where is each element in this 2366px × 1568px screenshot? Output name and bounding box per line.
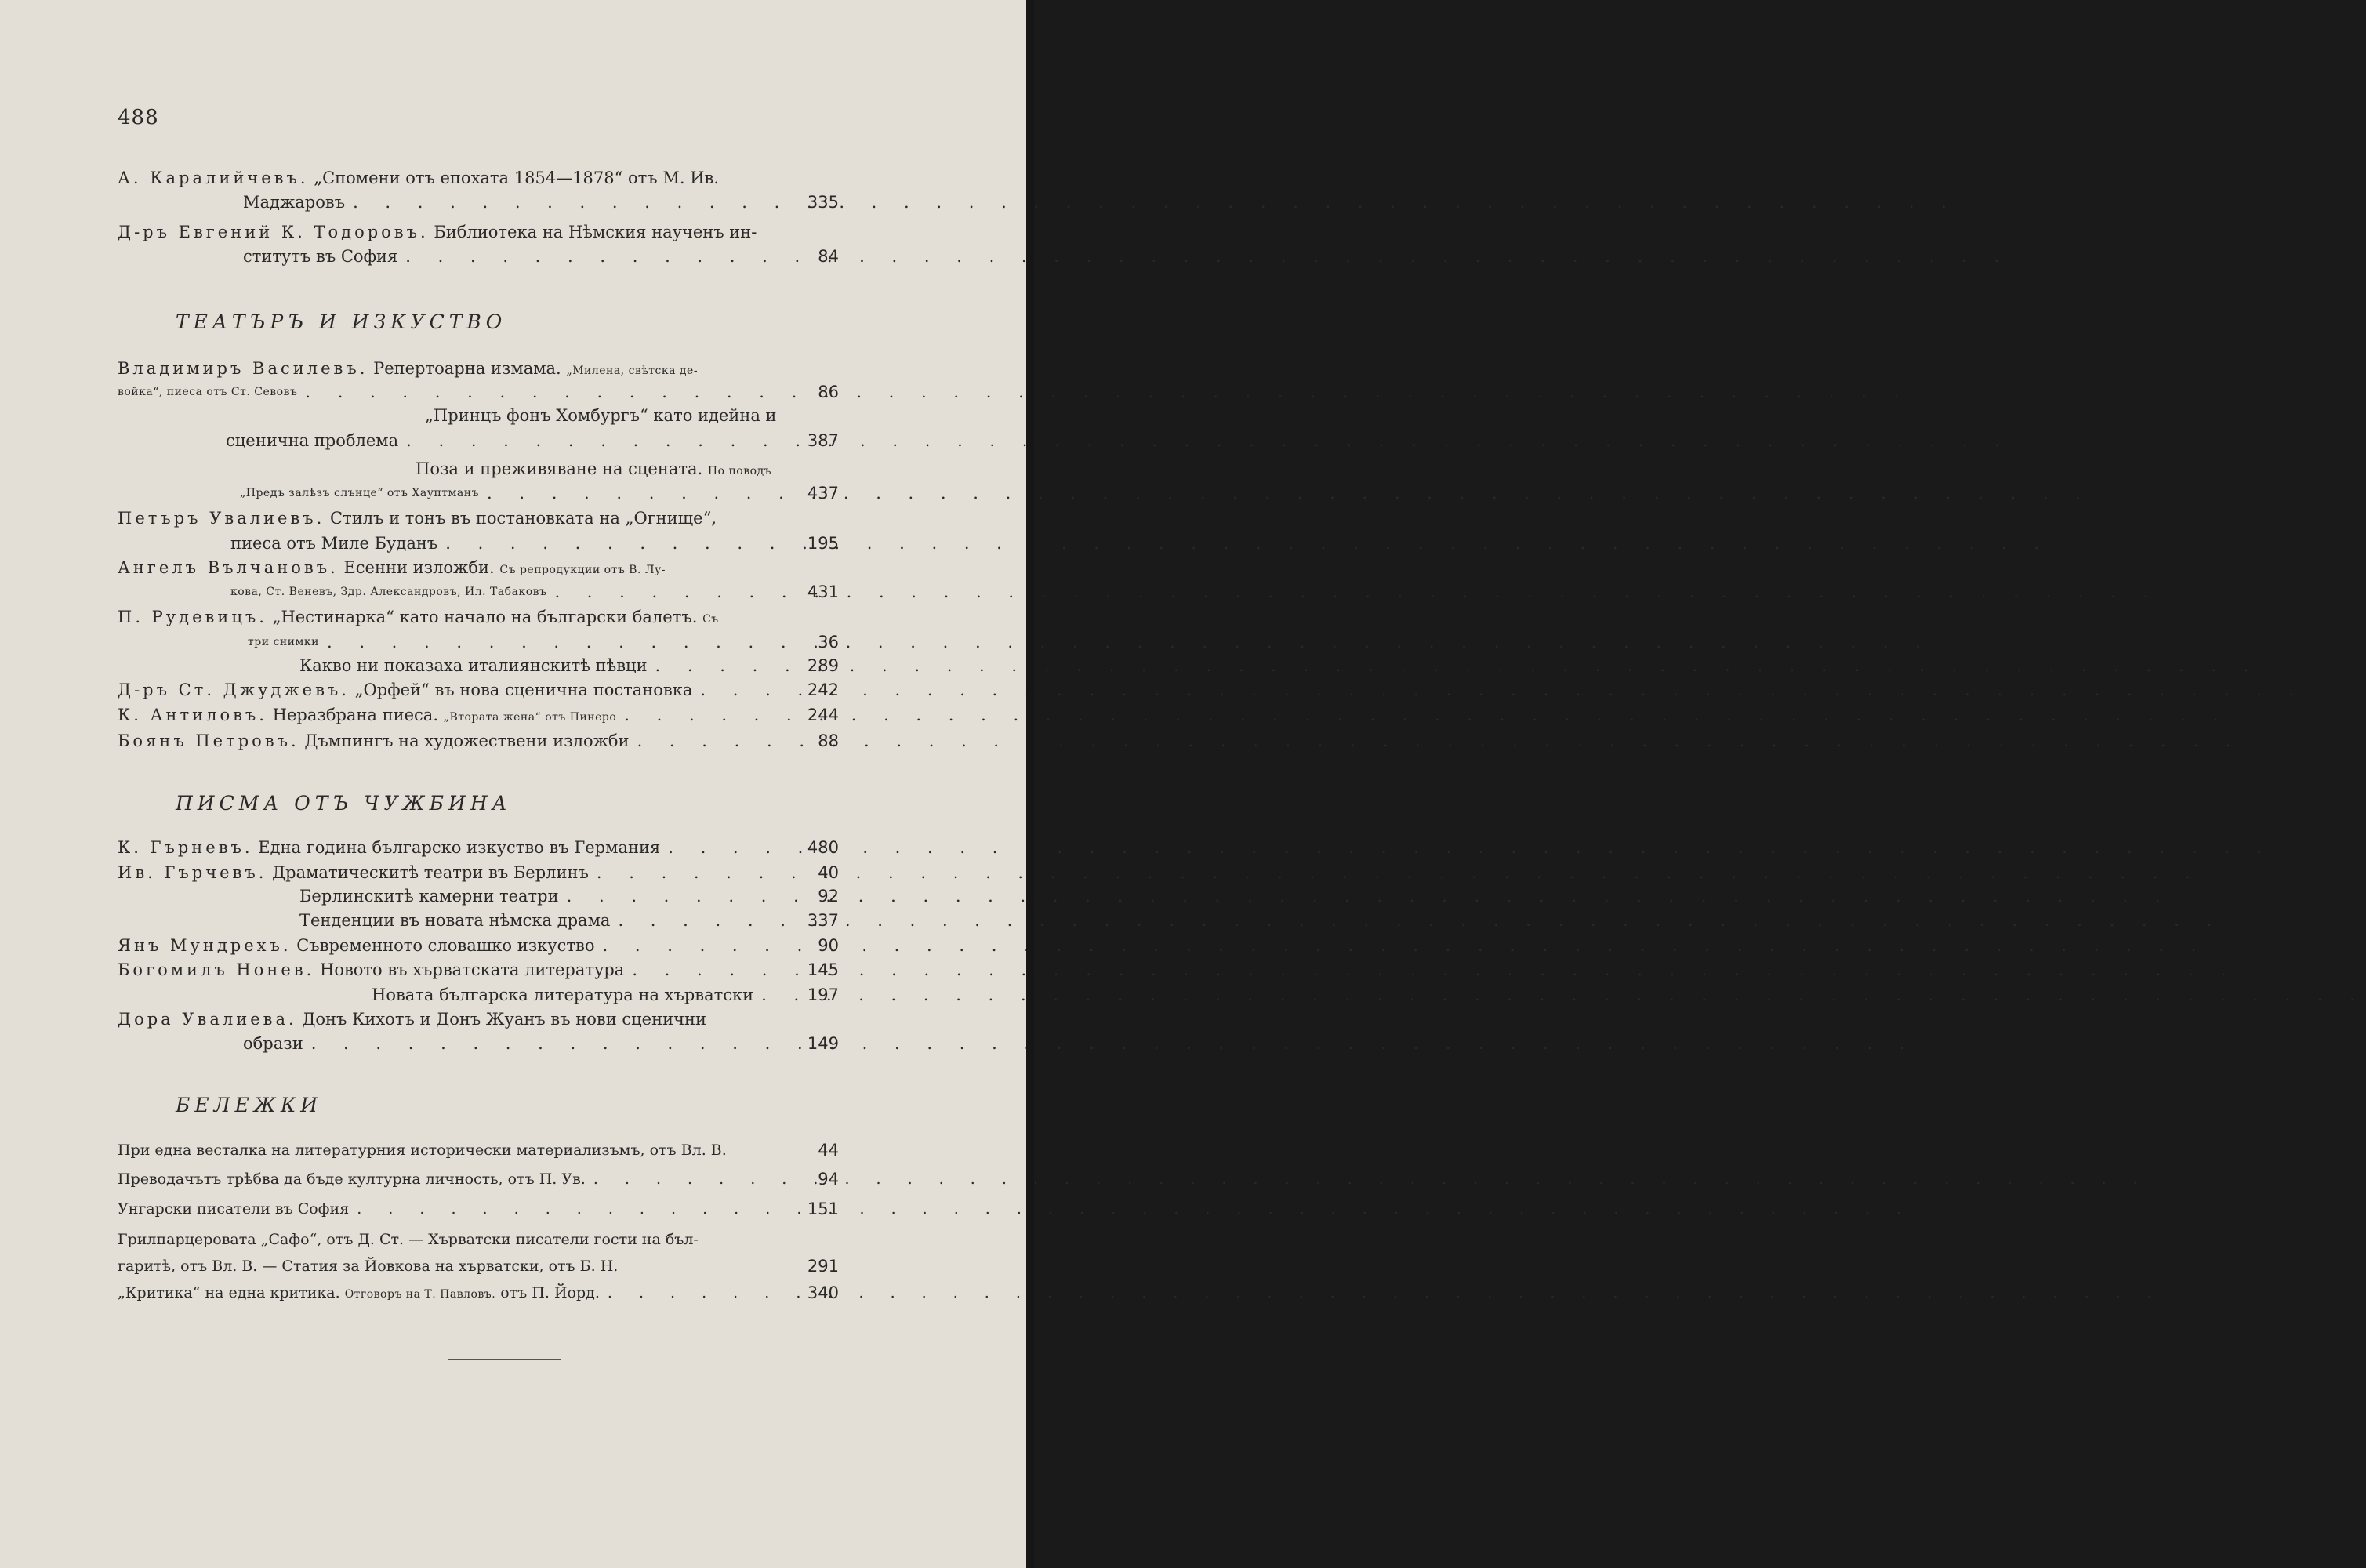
dot-leader — [319, 630, 1932, 654]
entry-author: К. Антиловъ. — [118, 706, 267, 724]
entry-vasilev-2-cont — [118, 429, 839, 452]
entry-uvaliev — [118, 506, 839, 530]
entry-page: 94 — [818, 1170, 839, 1189]
entry-page: 291 — [807, 1257, 839, 1276]
entry-page: 289 — [807, 656, 839, 675]
dot-leader — [479, 481, 2092, 505]
entry-note: кова, Ст. Веневъ, Здр. Александровъ, Ил. Табаковъ — [230, 586, 547, 598]
entry-note: „Втората жена“ отъ Пинеро — [443, 711, 617, 724]
entry-nonev-2 — [118, 983, 839, 1007]
page-number: 488 — [118, 106, 159, 129]
entry-note-4 — [118, 1228, 839, 1251]
dot-leader — [692, 678, 2305, 702]
entry-karaliychev-cont — [118, 191, 839, 214]
entry-page: 340 — [807, 1283, 839, 1302]
entry-title: При една весталка на литературния исторически материализъмъ, отъ Вл. В. — [118, 1142, 727, 1159]
dot-leader — [437, 532, 2050, 555]
entry-page: 145 — [807, 960, 839, 979]
dot-leader — [349, 1197, 1912, 1221]
entry-author: Владимиръ Василевъ. — [118, 359, 368, 378]
entry-page: 36 — [818, 633, 839, 652]
section-heading-theatre: ТЕАТЪРЪ И ИЗКУСТВО — [176, 310, 507, 333]
entry-author: Боянъ Петровъ. — [118, 731, 299, 750]
entry-title: Новата българска литература на хърватски — [372, 985, 754, 1004]
entry-page: 151 — [807, 1200, 839, 1218]
entry-valchanov-cont — [118, 580, 839, 604]
entry-title: „Нестинарка“ като начало на български балетъ. — [272, 608, 698, 626]
entry-garchev-3 — [118, 909, 839, 932]
entry-rudevic-cont — [118, 630, 839, 654]
entry-note: „Милена, свѣтска де- — [566, 365, 699, 377]
entry-page: 149 — [807, 1034, 839, 1053]
entry-author: К. Гърневъ. — [118, 838, 253, 857]
entry-page: 44 — [818, 1141, 839, 1160]
entry-rudevic — [118, 605, 839, 629]
entry-page: 84 — [818, 247, 839, 266]
dot-leader — [616, 703, 2229, 729]
entry-rudevic-2 — [118, 654, 839, 677]
entry-page: 88 — [818, 731, 839, 750]
entry-title: Неразбрана пиеса. — [272, 706, 438, 724]
entry-author: Янъ Мундрехъ. — [118, 936, 292, 955]
entry-title: Унгарски писатели въ София — [118, 1200, 350, 1218]
entry-petrov — [118, 729, 839, 753]
entry-page: 197 — [807, 985, 839, 1004]
entry-page: 90 — [818, 936, 839, 955]
entry-title: Стилъ и тонъ въ постановката на „Огнище“, — [330, 509, 717, 528]
entry-uvaliev-cont — [118, 532, 839, 555]
entry-mundreh — [118, 934, 839, 957]
entry-title: Новото въ хърватската литература — [320, 960, 625, 979]
entry-title: Преводачътъ трѣбва да бъде културна личность, отъ П. Ув. — [118, 1171, 586, 1188]
dot-leader — [398, 429, 2011, 452]
entry-title: Дъмпингъ на художествени изложби — [304, 731, 630, 750]
dot-leader — [753, 983, 2366, 1007]
entry-title: Библиотека на Нѣмския наученъ ин- — [434, 223, 757, 241]
entry-vasilev-2 — [118, 404, 839, 427]
entry-todorov — [118, 220, 839, 244]
entry-page: 335 — [807, 193, 839, 212]
entry-title: Тенденции въ новата нѣмска драма — [299, 911, 611, 930]
dot-leader — [648, 654, 2260, 677]
entry-author: Богомилъ Нонев. — [118, 960, 315, 979]
entry-author: Д-ръ Евгений К. Тодоровъ. — [118, 223, 429, 241]
entry-title: Поза и преживяване на сцената. — [416, 459, 703, 478]
entry-title: сценична проблема — [226, 431, 399, 450]
entry-author: П. Рудевицъ. — [118, 608, 267, 626]
entry-title: „Спомени отъ епохата 1854—1878“ отъ М. Ив. — [314, 169, 720, 187]
entry-title: Съвременното словашко изкуство — [296, 936, 595, 955]
entry-author: Д-ръ Ст. Джуджевъ. — [118, 681, 350, 699]
dot-leader — [610, 909, 2223, 932]
entry-note-4-cont — [118, 1254, 839, 1278]
entry-title: образи — [243, 1034, 303, 1053]
entry-title: пиеса отъ Миле Буданъ — [230, 534, 438, 553]
entry-karaliychev — [118, 166, 839, 190]
entry-djudjev — [118, 678, 839, 702]
entry-note-5 — [118, 1281, 839, 1305]
entry-antilov — [118, 703, 839, 727]
entry-title: „Критика“ на една критика. — [118, 1284, 340, 1301]
entry-title: Берлинскитѣ камерни театри — [299, 887, 559, 906]
entry-title: Донъ Кихотъ и Донъ Жуанъ въ нови сценични — [302, 1010, 706, 1029]
end-rule — [448, 1359, 561, 1360]
entry-author: А. Каралийчевъ. — [118, 169, 309, 187]
entry-title: Какво ни показаха италиянскитѣ пѣвци — [299, 656, 648, 675]
entry-author: отъ П. Йорд. — [500, 1284, 600, 1301]
entry-note-3 — [118, 1197, 839, 1221]
dot-leader — [624, 958, 2237, 982]
entry-page: 480 — [807, 838, 839, 857]
entry-vasilev-3-cont — [118, 481, 839, 505]
dot-leader — [297, 380, 1910, 404]
entry-page: 387 — [807, 431, 839, 450]
entry-vasilev-1-cont — [118, 380, 839, 404]
entry-title: Една година българско изкуство въ Германия — [258, 838, 661, 857]
entry-page: 431 — [807, 583, 839, 601]
entry-page: 92 — [818, 887, 839, 906]
book-page — [0, 0, 1026, 1568]
entry-page: 244 — [807, 706, 839, 724]
entry-title: Репертоарна измама. — [373, 359, 561, 378]
entry-todorov-cont — [118, 245, 839, 268]
entry-garchev-1 — [118, 861, 839, 884]
page-edge-shadow — [1026, 0, 1034, 1568]
entry-note: Съ репродукции отъ В. Лу- — [499, 564, 666, 576]
entry-title: Грилпарцеровата „Сафо“, отъ Д. Ст. — Хърватски писатели гости на бъл- — [118, 1231, 699, 1248]
entry-page: 40 — [818, 863, 839, 882]
entry-vasilev-1 — [118, 357, 839, 380]
entry-garnev — [118, 836, 839, 859]
entry-title: Маджаровъ — [243, 193, 346, 212]
entry-note: три снимки — [248, 636, 319, 648]
dot-leader — [303, 1032, 1916, 1055]
entry-page: 242 — [807, 681, 839, 699]
entry-note-1 — [118, 1138, 839, 1162]
entry-page: 195 — [807, 534, 839, 553]
entry-page: 437 — [807, 484, 839, 503]
entry-note: войка“, пиеса отъ Ст. Севовъ — [118, 386, 298, 398]
entry-note: По поводъ — [707, 465, 772, 477]
dot-leader — [345, 191, 1958, 214]
entry-dora — [118, 1007, 839, 1031]
entry-title: гаритѣ, отъ Вл. В. — Статия за Йовкова на хърватски, отъ Б. Н. — [118, 1258, 619, 1275]
entry-author: Дора Увалиева. — [118, 1010, 297, 1029]
entry-vasilev-3 — [118, 457, 839, 481]
entry-author: Ив. Гърчевъ. — [118, 863, 267, 882]
entry-page: 337 — [807, 911, 839, 930]
entry-title: Есенни изложби. — [343, 558, 495, 577]
entry-author: Петъръ Увалиевъ. — [118, 509, 325, 528]
entry-note: Съ — [702, 613, 719, 626]
entry-title: Драматическитѣ театри въ Берлинъ — [272, 863, 589, 882]
dot-leader — [630, 729, 2242, 753]
entry-valchanov — [118, 556, 839, 579]
entry-note-2 — [118, 1167, 839, 1191]
section-heading-notes: БЕЛЕЖКИ — [176, 1094, 322, 1116]
entry-title: ститутъ въ София — [243, 247, 398, 266]
entry-nonev-1 — [118, 958, 839, 982]
entry-page: 86 — [818, 383, 839, 401]
entry-garchev-2 — [118, 884, 839, 908]
dot-leader — [397, 245, 2010, 268]
entry-note: „Предъ залѣзъ слънце“ отъ Хауптманъ — [240, 487, 479, 499]
entry-dora-cont — [118, 1032, 839, 1055]
section-heading-letters: ПИСМА ОТЪ ЧУЖБИНА — [176, 792, 512, 815]
entry-note: Отговоръ на Т. Павловъ. — [344, 1288, 496, 1301]
dot-leader — [660, 836, 2273, 859]
entry-title: „Принцъ фонъ Хомбургъ“ като идейна и — [425, 406, 777, 425]
entry-title: „Орфей“ въ нова сценична постановка — [354, 681, 693, 699]
entry-author: Ангелъ Вълчановъ. — [118, 558, 339, 577]
